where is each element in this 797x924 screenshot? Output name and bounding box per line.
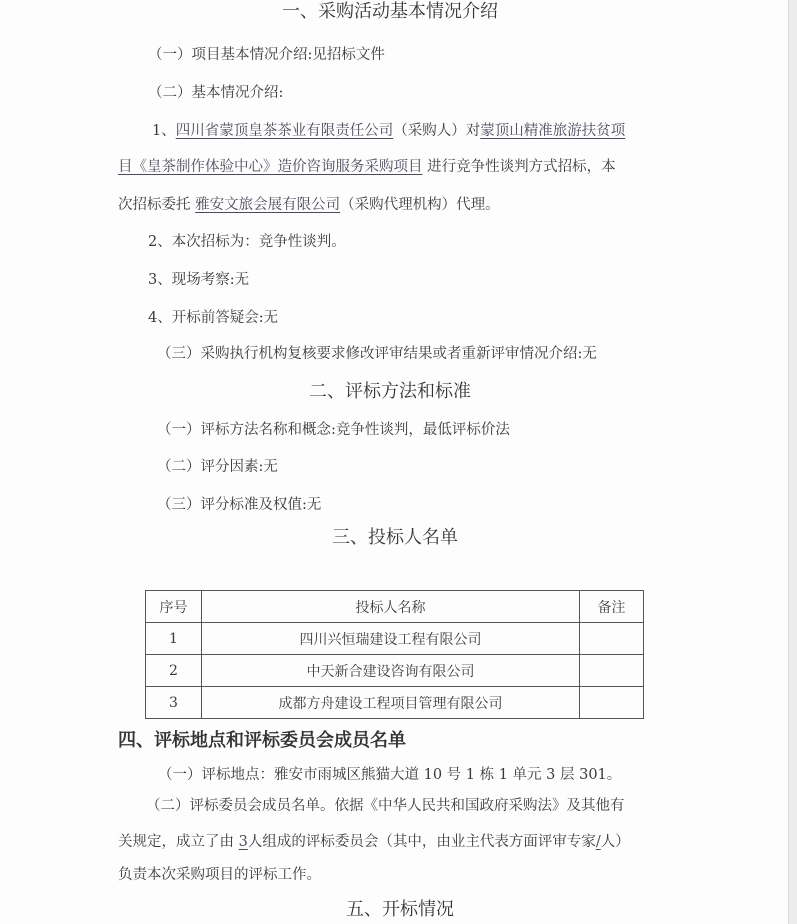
line2-part-b: 人组成的评标委员会（其中，由业主代表方面评审专家 (247, 834, 596, 850)
bidder-table (145, 590, 644, 719)
header-note: 备注 (580, 591, 644, 623)
owner-expert-count: / (595, 834, 601, 850)
section2-item2: （二）评分因素:无 (157, 459, 278, 475)
committee-count: 3 (238, 834, 248, 850)
section2-title: 二、评标方法和标准 (309, 381, 471, 402)
section5-title: 五、开标情况 (346, 899, 454, 920)
section2-item3: （三）评分标准及权值:无 (157, 497, 322, 513)
row-name: 四川兴恒瑞建设工程有限公司 (202, 623, 580, 655)
header-name: 投标人名称 (202, 591, 580, 623)
section4-item2-line1: （二）评标委员会成员名单。依据《中华人民共和国政府采购法》及其他有 (146, 798, 625, 814)
paragraph-line2 (118, 157, 616, 177)
row-no: 1 (146, 623, 202, 655)
purchaser-role: （采购人）对 (393, 123, 481, 139)
section2-item1: （一）评标方法名称和概念:竞争性谈判，最低评标价法 (157, 422, 510, 438)
line3-suffix: （采购代理机构）代理。 (340, 197, 500, 213)
section1-item2: （二）基本情况介绍: (148, 85, 284, 101)
section4-item2-line2 (118, 832, 630, 852)
header-no: 序号 (146, 591, 202, 623)
section4-item1: （一）评标地点：雅安市雨城区熊猫大道 10 号 1 栋 1 单元 3 层 301。 (158, 767, 622, 783)
table-row (146, 655, 644, 687)
row-name: 成都方舟建设工程项目管理有限公司 (202, 687, 580, 719)
agency-name: 雅安文旅会展有限公司 (195, 197, 341, 213)
section1-point4: 4、开标前答疑会:无 (148, 310, 279, 326)
page-edge (788, 0, 797, 924)
table-header-row (146, 591, 644, 623)
section3-title: 三、投标人名单 (332, 527, 458, 548)
section1-point3: 3、现场考察:无 (148, 272, 250, 288)
table-row (146, 687, 644, 719)
line2-part-c: 人） (600, 834, 630, 850)
row-note (580, 655, 644, 687)
row-note (580, 687, 644, 719)
para-prefix: 1、 (152, 123, 176, 139)
section1-item3: （三）采购执行机构复核要求修改评审结果或者重新评审情况介绍:无 (157, 346, 597, 362)
row-note (580, 623, 644, 655)
method-text: 进行竞争性谈判方式招标，本 (427, 159, 616, 175)
section1-point2: 2、本次招标为：竞争性谈判。 (148, 234, 346, 250)
paragraph-line1 (152, 121, 625, 141)
line2-part-a: 关规定，成立了由 (118, 834, 234, 850)
section1-title: 一、采购活动基本情况介绍 (282, 1, 498, 22)
row-no: 2 (146, 655, 202, 687)
row-name: 中天新合建设咨询有限公司 (202, 655, 580, 687)
row-no: 3 (146, 687, 202, 719)
section4-title: 四、评标地点和评标委员会成员名单 (118, 730, 406, 751)
purchaser-name: 四川省蒙顶皇茶茶业有限责任公司 (175, 123, 394, 139)
paragraph-line3 (118, 195, 500, 215)
project-name-part2: 目《皇茶制作体验中心》造价咨询服务采购项目 (118, 159, 423, 175)
line3-prefix: 次招标委托 (118, 197, 191, 213)
section4-item2-line3: 负责本次采购项目的评标工作。 (118, 867, 321, 883)
table-row (146, 623, 644, 655)
project-name-part1: 蒙顶山精准旅游扶贫项 (480, 123, 626, 139)
section1-item1: （一）项目基本情况介绍:见招标文件 (148, 47, 385, 63)
